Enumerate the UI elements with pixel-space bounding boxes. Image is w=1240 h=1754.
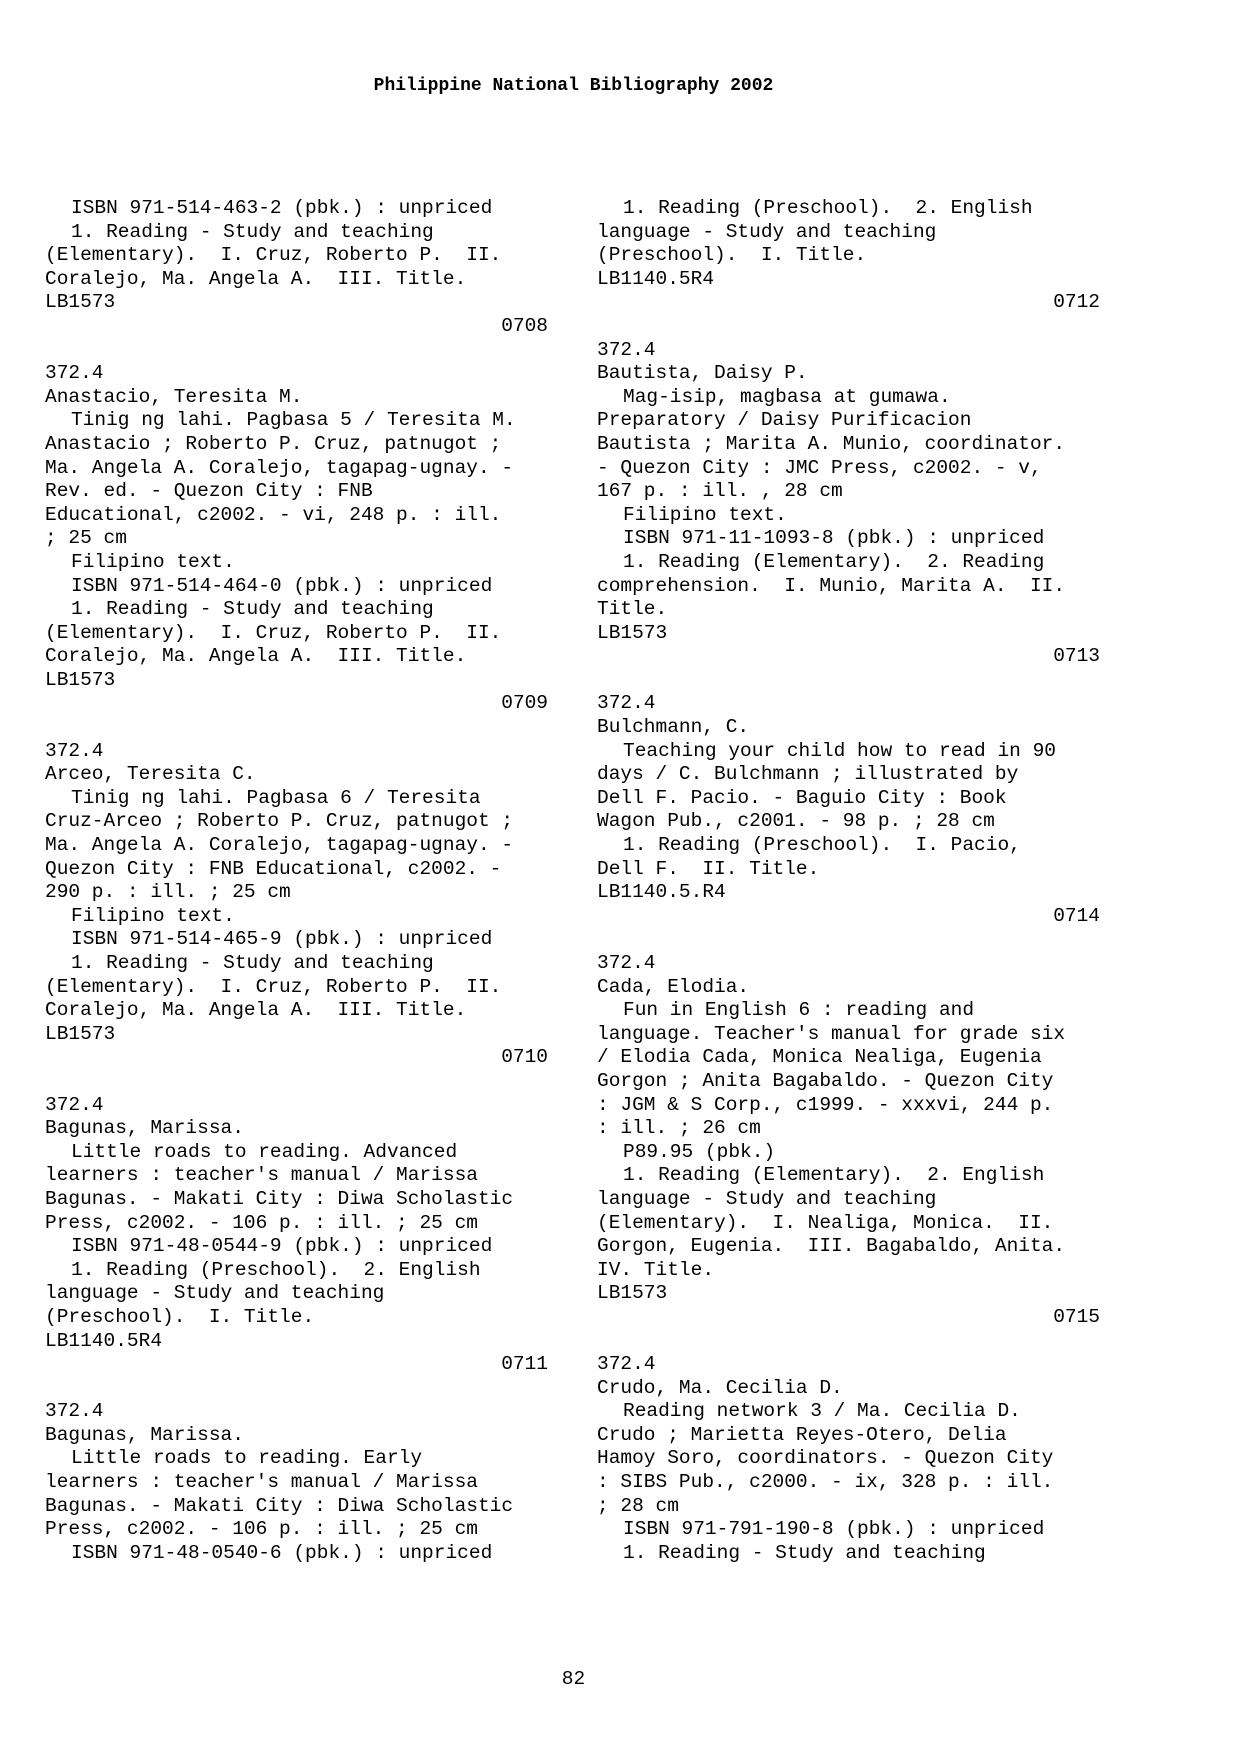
entry-line: Reading network 3 / Ma. Cecilia D. (623, 1400, 1021, 1423)
entry-line: Coralejo, Ma. Angela A. III. Title. (45, 267, 467, 290)
bibliography-entry (45, 1094, 575, 1377)
entry-line: 1. Reading - Study and teaching (71, 952, 434, 974)
entry-number: 0710 (501, 1046, 548, 1069)
entry-line: Bulchmann, C. (597, 716, 750, 739)
entry-line: LB1573 (45, 291, 116, 314)
entry-line: LB1573 (597, 1282, 668, 1305)
entry-line: ISBN 971-48-0544-9 (pbk.) : unpriced (71, 1235, 493, 1258)
entry-line: Crudo, Ma. Cecilia D. (597, 1376, 843, 1399)
entry-line: Teaching your child how to read in 90 (623, 739, 1056, 762)
bibliography-entry (597, 339, 1127, 669)
entry-line: Mag-isip, magbasa at gumawa. (623, 385, 951, 408)
entry-number: 0712 (1053, 291, 1100, 314)
entry-line: Filipino text. (71, 550, 235, 573)
entry-line: 1. Reading (Elementary). 2. Reading (623, 550, 1045, 573)
entry-line: Coralejo, Ma. Angela A. III. Title. (45, 999, 467, 1022)
entry-line: ISBN 971-11-1093-8 (pbk.) : unpriced (623, 527, 1045, 550)
entry-line: ISBN 971-514-465-9 (pbk.) : unpriced (71, 928, 493, 951)
entry-line: 372.4 (597, 692, 656, 715)
entry-line: Dell F. Pacio. - Baguio City : Book (597, 786, 1007, 809)
entry-line: ISBN 971-48-0540-6 (pbk.) : unpriced (71, 1541, 493, 1564)
entry-line: Filipino text. (71, 904, 235, 927)
entry-line: Gorgon ; Anita Bagabaldo. - Quezon City (597, 1069, 1054, 1092)
entry-line: LB1573 (45, 1022, 116, 1045)
page-title: Philippine National Bibliography 2002 (373, 76, 774, 96)
entry-line: (Elementary). I. Nealiga, Monica. II. (597, 1211, 1054, 1234)
entry-line: Cruz-Arceo ; Roberto P. Cruz, patnugot ; (45, 810, 514, 833)
bibliography-entry (597, 197, 1127, 315)
entry-line: 1. Reading - Study and teaching (623, 1541, 986, 1564)
entry-line: / Elodia Cada, Monica Nealiga, Eugenia (597, 1046, 1042, 1069)
entry-line: 372.4 (45, 739, 104, 762)
entry-line: LB1140.5.R4 (597, 881, 726, 904)
entry-line: Anastacio ; Roberto P. Cruz, patnugot ; (45, 432, 502, 455)
entry-line: LB1573 (597, 621, 668, 644)
entry-spacer (597, 928, 1127, 952)
entry-number: 0709 (501, 692, 548, 715)
entry-line: 372.4 (45, 1400, 104, 1423)
bibliography-entry (597, 1353, 1127, 1565)
entry-line: - Quezon City : JMC Press, c2002. - v, (597, 456, 1042, 479)
entry-line: 372.4 (597, 952, 656, 974)
entry-line: 1. Reading (Preschool). 2. English (71, 1258, 481, 1281)
entry-line: 372.4 (45, 362, 104, 385)
entry-line: Dell F. II. Title. (597, 857, 820, 880)
entry-line: : JGM & S Corp., c1999. - xxxvi, 244 p. (597, 1093, 1054, 1116)
left-column (45, 197, 575, 1565)
entry-line: 1. Reading - Study and teaching (71, 598, 434, 621)
entry-line: ISBN 971-514-464-0 (pbk.) : unpriced (71, 574, 493, 597)
page-number: 82 (561, 1668, 586, 1690)
entry-line: language - Study and teaching (597, 220, 937, 243)
entry-line: (Preschool). I. Title. (597, 244, 867, 267)
entry-line: language - Study and teaching (597, 1187, 937, 1210)
entry-spacer (45, 339, 575, 363)
entry-line: Arceo, Teresita C. (45, 763, 256, 786)
entry-number: 0715 (1053, 1305, 1100, 1328)
entry-line: Quezon City : FNB Educational, c2002. - (45, 857, 502, 880)
entry-line: (Elementary). I. Cruz, Roberto P. II. (45, 975, 502, 998)
entry-line: days / C. Bulchmann ; illustrated by (597, 763, 1019, 786)
entry-line: Filipino text. (623, 503, 787, 526)
entry-line: Bagunas, Marissa. (45, 1117, 244, 1140)
entry-number: 0714 (1053, 904, 1100, 927)
entry-line: (Elementary). I. Cruz, Roberto P. II. (45, 244, 502, 267)
right-column (597, 197, 1127, 1565)
entry-number: 0713 (1053, 645, 1100, 668)
entry-line: (Elementary). I. Cruz, Roberto P. II. (45, 621, 502, 644)
bibliography-entry (45, 197, 575, 339)
bibliography-entry (597, 952, 1127, 1330)
bibliography-entry (597, 692, 1127, 928)
entry-number: 0708 (501, 314, 548, 337)
entry-spacer (45, 716, 575, 740)
bibliography-entry (45, 362, 575, 716)
entry-line: Bagunas, Marissa. (45, 1423, 244, 1446)
entry-line: Bautista, Daisy P. (597, 362, 808, 385)
entry-line: Crudo ; Marietta Reyes-Otero, Delia (597, 1423, 1007, 1446)
entry-line: Preparatory / Daisy Purificacion (597, 409, 972, 432)
entry-line: Title. (597, 598, 668, 621)
entry-line: LB1573 (45, 668, 116, 691)
entry-line: Tinig ng lahi. Pagbasa 5 / Teresita M. (71, 409, 516, 432)
entry-line: Bagunas. - Makati City : Diwa Scholastic (45, 1494, 514, 1517)
entry-line: ; 28 cm (597, 1494, 679, 1517)
entry-line: Fun in English 6 : reading and (623, 999, 975, 1022)
entry-line: ; 25 cm (45, 527, 127, 550)
entry-line: Rev. ed. - Quezon City : FNB (45, 480, 373, 503)
entry-line: Ma. Angela A. Coralejo, tagapag-ugnay. - (45, 834, 514, 857)
entry-line: Coralejo, Ma. Angela A. III. Title. (45, 645, 467, 668)
entry-line: Bagunas. - Makati City : Diwa Scholastic (45, 1187, 514, 1210)
entry-line: language - Study and teaching (45, 1282, 385, 1305)
entry-number: 0711 (501, 1353, 548, 1376)
entry-line: IV. Title. (597, 1258, 715, 1281)
entry-line: 1. Reading - Study and teaching (71, 220, 434, 243)
entry-line: P89.95 (pbk.) (623, 1140, 776, 1163)
bibliography-entry (45, 1400, 575, 1565)
entry-line: 372.4 (597, 338, 656, 361)
entry-line: 372.4 (597, 1353, 656, 1376)
entry-line: : SIBS Pub., c2000. - ix, 328 p. : ill. (597, 1471, 1054, 1494)
entry-line: comprehension. I. Munio, Marita A. II. (597, 574, 1066, 597)
entry-line: Anastacio, Teresita M. (45, 385, 303, 408)
entry-line: Wagon Pub., c2001. - 98 p. ; 28 cm (597, 810, 995, 833)
entry-line: ISBN 971-514-463-2 (pbk.) : unpriced (71, 197, 493, 219)
entry-line: 1. Reading (Preschool). I. Pacio, (623, 834, 1021, 857)
entry-line: Gorgon, Eugenia. III. Bagabaldo, Anita. (597, 1235, 1066, 1258)
entry-line: 1. Reading (Elementary). 2. English (623, 1164, 1045, 1187)
entry-line: Ma. Angela A. Coralejo, tagapag-ugnay. - (45, 456, 514, 479)
entry-line: 290 p. : ill. ; 25 cm (45, 881, 291, 904)
entry-spacer (597, 1330, 1127, 1354)
entry-line: Cada, Elodia. (597, 975, 750, 998)
entry-line: Press, c2002. - 106 p. : ill. ; 25 cm (45, 1518, 478, 1541)
entry-spacer (45, 1070, 575, 1094)
entry-spacer (45, 1377, 575, 1401)
entry-line: learners : teacher's manual / Marissa (45, 1471, 478, 1494)
entry-line: LB1140.5R4 (597, 267, 715, 290)
entry-line: ISBN 971-791-190-8 (pbk.) : unpriced (623, 1518, 1045, 1541)
entry-line: (Preschool). I. Title. (45, 1305, 315, 1328)
entry-line: Bautista ; Marita A. Munio, coordinator. (597, 432, 1066, 455)
entry-line: 1. Reading (Preschool). 2. English (623, 197, 1033, 219)
entry-line: Little roads to reading. Advanced (71, 1140, 458, 1163)
entry-line: language. Teacher's manual for grade six (597, 1022, 1066, 1045)
entry-line: Hamoy Soro, coordinators. - Quezon City (597, 1447, 1054, 1470)
entry-line: learners : teacher's manual / Marissa (45, 1164, 478, 1187)
entry-line: 167 p. : ill. , 28 cm (597, 480, 843, 503)
bibliography-entry (45, 740, 575, 1070)
entry-spacer (597, 315, 1127, 339)
entry-line: Educational, c2002. - vi, 248 p. : ill. (45, 503, 502, 526)
entry-line: LB1140.5R4 (45, 1329, 163, 1352)
entry-line: 372.4 (45, 1093, 104, 1116)
entry-line: : ill. ; 26 cm (597, 1117, 761, 1140)
entry-line: Press, c2002. - 106 p. : ill. ; 25 cm (45, 1211, 478, 1234)
entry-spacer (597, 669, 1127, 693)
entry-line: Little roads to reading. Early (71, 1447, 423, 1470)
entry-line: Tinig ng lahi. Pagbasa 6 / Teresita (71, 786, 481, 809)
